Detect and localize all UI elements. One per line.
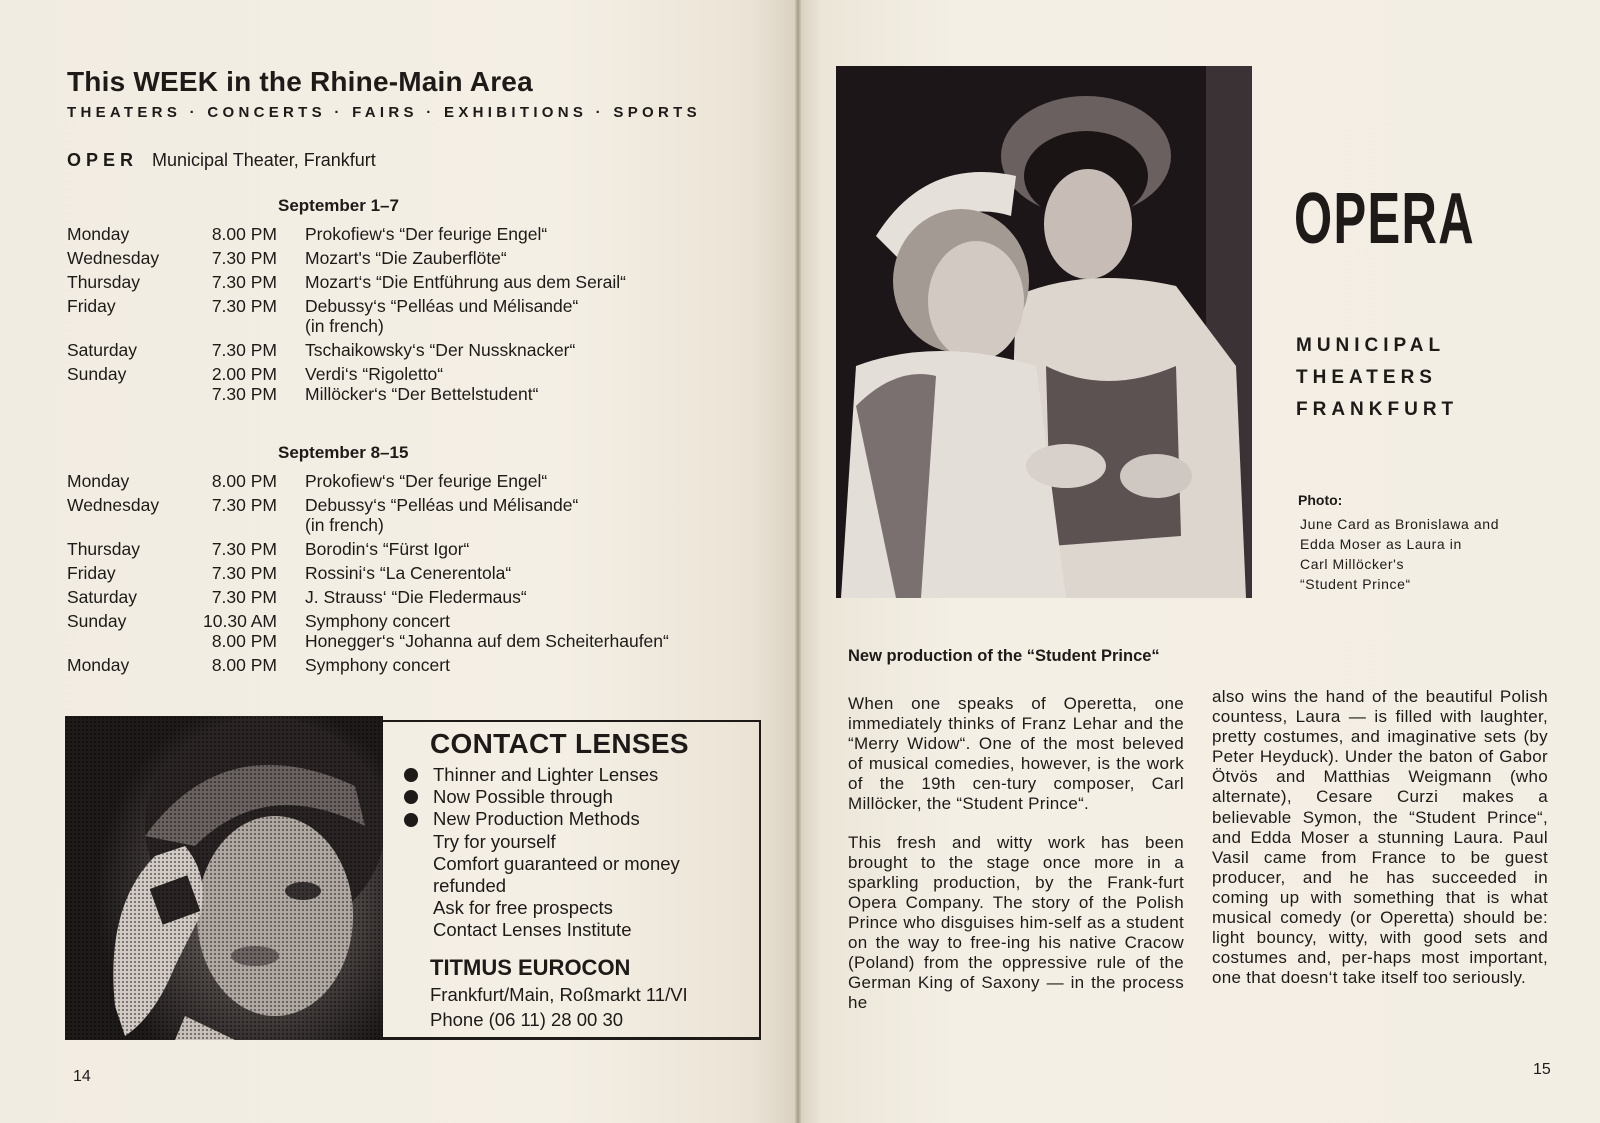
work-title: Prokofiew‘s “Der feurige Engel“ bbox=[305, 471, 548, 491]
ad-line: Ask for free prospects bbox=[433, 897, 613, 919]
book-gutter bbox=[795, 0, 801, 1123]
schedule-time: 7.30 PM bbox=[211, 384, 277, 404]
photo-label: Photo: bbox=[1298, 492, 1343, 508]
schedule-day: Saturday bbox=[67, 340, 138, 360]
work-title: Tschaikowsky‘s “Der Nussknacker“ bbox=[305, 340, 576, 360]
ad-line: Try for yourself bbox=[433, 830, 556, 852]
ad-features bbox=[404, 764, 680, 942]
schedule-day: Saturday bbox=[67, 587, 138, 607]
page-number-left: 14 bbox=[73, 1068, 91, 1085]
schedule-work bbox=[305, 631, 669, 651]
work-title: Rossini‘s “La Cenerentola“ bbox=[305, 563, 512, 583]
schedule-day: Wednesday bbox=[67, 248, 160, 268]
article-column-2 bbox=[1212, 687, 1548, 988]
schedule-day: Thursday bbox=[67, 539, 140, 559]
page-title: This WEEK in the Rhine-Main Area bbox=[67, 66, 533, 97]
work-title: Symphony concert bbox=[305, 655, 450, 675]
work-note: (in french) bbox=[305, 316, 384, 336]
schedule-row bbox=[67, 563, 747, 583]
schedule-time: 7.30 PM bbox=[211, 539, 277, 559]
schedule-work bbox=[305, 272, 626, 292]
schedule-work bbox=[305, 587, 527, 607]
ad-brand: TITMUS EUROCON bbox=[430, 955, 631, 980]
schedule-row bbox=[67, 340, 747, 360]
ad-feature: Now Possible through bbox=[404, 786, 680, 808]
opera-heading: OPERA bbox=[1294, 179, 1475, 259]
schedule-table bbox=[67, 471, 747, 675]
schedule-day: Monday bbox=[67, 655, 130, 675]
work-title: Mozart's “Die Zauberflöte“ bbox=[305, 248, 507, 268]
schedule-time: 7.30 PM bbox=[211, 563, 277, 583]
schedule-row bbox=[67, 611, 747, 631]
week-heading: September 8–15 bbox=[278, 443, 409, 462]
schedule-day bbox=[67, 631, 169, 651]
ad-feature: New Production Methods bbox=[404, 808, 680, 830]
work-title: J. Strauss‘ “Die Fledermaus“ bbox=[305, 587, 527, 607]
ad-phone: Phone (06 11) 28 00 30 bbox=[430, 1009, 624, 1030]
ad-contact bbox=[430, 982, 688, 1032]
schedule-day: Sunday bbox=[67, 364, 127, 384]
schedule-work bbox=[305, 384, 538, 404]
schedule-row bbox=[67, 471, 747, 491]
week-heading: September 1–7 bbox=[278, 196, 399, 215]
bullet-icon bbox=[404, 768, 418, 782]
bullet-icon bbox=[404, 790, 418, 804]
schedule-day: Thursday bbox=[67, 272, 140, 292]
schedule-day: Friday bbox=[67, 563, 116, 583]
schedule-row bbox=[67, 631, 747, 651]
schedule-day: Friday bbox=[67, 296, 116, 316]
venue-name: Municipal Theater, Frankfurt bbox=[152, 150, 376, 170]
work-title: Prokofiew‘s “Der feurige Engel“ bbox=[305, 224, 548, 244]
work-title: Debussy‘s “Pelléas und Mélisande“ bbox=[305, 296, 579, 316]
ad-line: Contact Lenses Institute bbox=[433, 919, 632, 941]
page-subtitle: THEATERS · CONCERTS · FAIRS · EXHIBITIONS · SPORTS bbox=[67, 104, 701, 121]
schedule-time: 7.30 PM bbox=[211, 272, 277, 292]
article-paragraph: When one speaks of Operetta, one immediately thinks of Franz Lehar and the “Merry Widow“. One of the most beleved of musical comedies, however, is the work of the 19th cen-tury composer, Carl Millöcker, the “Student Prince“. bbox=[848, 694, 1184, 814]
article-heading: New production of the “Student Prince“ bbox=[848, 647, 1160, 665]
schedule-day: Monday bbox=[67, 471, 130, 491]
schedule-time: 7.30 PM bbox=[211, 248, 277, 268]
schedule-day: Wednesday bbox=[67, 495, 160, 515]
schedule-time: 8.00 PM bbox=[211, 631, 277, 651]
schedule-row bbox=[67, 364, 747, 384]
ad-title: CONTACT LENSES bbox=[430, 728, 689, 759]
schedule-day: Sunday bbox=[67, 611, 127, 631]
schedule-row bbox=[67, 655, 747, 675]
work-note: (in french) bbox=[305, 515, 384, 535]
schedule-time: 8.00 PM bbox=[211, 655, 277, 675]
venue-line bbox=[67, 150, 376, 171]
schedule-table bbox=[67, 224, 747, 404]
schedule-time: 10.30 AM bbox=[203, 611, 277, 631]
ad-photo-woman-with-lens bbox=[65, 716, 383, 1040]
schedule-work bbox=[305, 340, 575, 360]
schedule-time: 2.00 PM bbox=[211, 364, 277, 384]
work-title: Debussy‘s “Pelléas und Mélisande“ bbox=[305, 495, 579, 515]
schedule-time: 7.30 PM bbox=[211, 340, 277, 360]
work-title: Verdi‘s “Rigoletto“ bbox=[305, 364, 444, 384]
schedule-row bbox=[67, 224, 747, 244]
article-paragraph: also wins the hand of the beautiful Polish countess, Laura — is filled with laughter, pretty costumes, and imaginative sets (by Peter Heyduck). Under the baton of Gabor Ötvös and Matthias Weigmann (who alternate), Cesare Curzi makes a believable Symon, the “Student Prince“, and Edda Moser a stunning Laura. Paul Vasil came from France to be guest producer, and he has succeeded in coming up with something that is what musical comedy (or Operetta) should be: light bouncy, witty, with good sets and costumes and, per-haps most important, one that doesn‘t take itself too seriously. bbox=[1212, 687, 1548, 988]
schedule-time: 7.30 PM bbox=[211, 296, 277, 316]
schedule-row bbox=[67, 248, 747, 268]
work-title: Mozart‘s “Die Entführung aus dem Serail“ bbox=[305, 272, 626, 292]
ad-address: Frankfurt/Main, Roßmarkt 11/VI bbox=[430, 984, 688, 1005]
schedule-work bbox=[305, 563, 511, 583]
schedule-time: 7.30 PM bbox=[211, 587, 277, 607]
schedule-work bbox=[305, 495, 578, 535]
schedule-time: 7.30 PM bbox=[211, 495, 277, 515]
schedule-day: Monday bbox=[67, 224, 130, 244]
ad-line: refunded bbox=[433, 875, 507, 897]
schedule-day bbox=[67, 384, 169, 404]
schedule-row bbox=[67, 296, 747, 336]
schedule-row bbox=[67, 495, 747, 535]
stage-photo-two-actresses bbox=[836, 66, 1252, 598]
work-title: Honegger‘s “Johanna auf dem Scheiterhaufen“ bbox=[305, 631, 669, 651]
page-number-right: 15 bbox=[1533, 1061, 1551, 1078]
work-title: Borodin‘s “Fürst Igor“ bbox=[305, 539, 470, 559]
schedule-work bbox=[305, 296, 578, 336]
schedule-work bbox=[305, 248, 507, 268]
article-column-1 bbox=[848, 694, 1184, 1013]
venue-label: OPER bbox=[67, 150, 139, 170]
schedule-time: 8.00 PM bbox=[211, 224, 277, 244]
schedule-work bbox=[305, 655, 450, 675]
schedule-row bbox=[67, 539, 747, 559]
bullet-icon bbox=[404, 813, 418, 827]
schedule-work bbox=[305, 224, 547, 244]
schedule-work bbox=[305, 364, 443, 384]
article-paragraph: This fresh and witty work has been brought to the stage once more in a sparkling production, by the Frank-furt Opera Company. The story of the Polish Prince who disguises him-self as a student on the way to free-ing his native Cracow (Poland) from the oppressive rule of the German King of Saxony — in the process he bbox=[848, 832, 1184, 1013]
theater-name: MUNICIPAL THEATERS FRANKFURT bbox=[1296, 335, 1459, 420]
photo-caption: June Card as Bronislawa and Edda Moser as Laura in Carl Millöcker's “Student Prince“ bbox=[1300, 516, 1500, 592]
schedule-time: 8.00 PM bbox=[211, 471, 277, 491]
schedule-row bbox=[67, 272, 747, 292]
schedule-row bbox=[67, 587, 747, 607]
ad-feature: Thinner and Lighter Lenses bbox=[404, 764, 680, 786]
ad-line: Comfort guaranteed or money bbox=[433, 852, 680, 874]
schedule-work bbox=[305, 471, 547, 491]
work-title: Symphony concert bbox=[305, 611, 450, 631]
schedule-row bbox=[67, 384, 747, 404]
schedule-work bbox=[305, 611, 450, 631]
work-title: Millöcker‘s “Der Bettelstudent“ bbox=[305, 384, 539, 404]
schedule-work bbox=[305, 539, 469, 559]
